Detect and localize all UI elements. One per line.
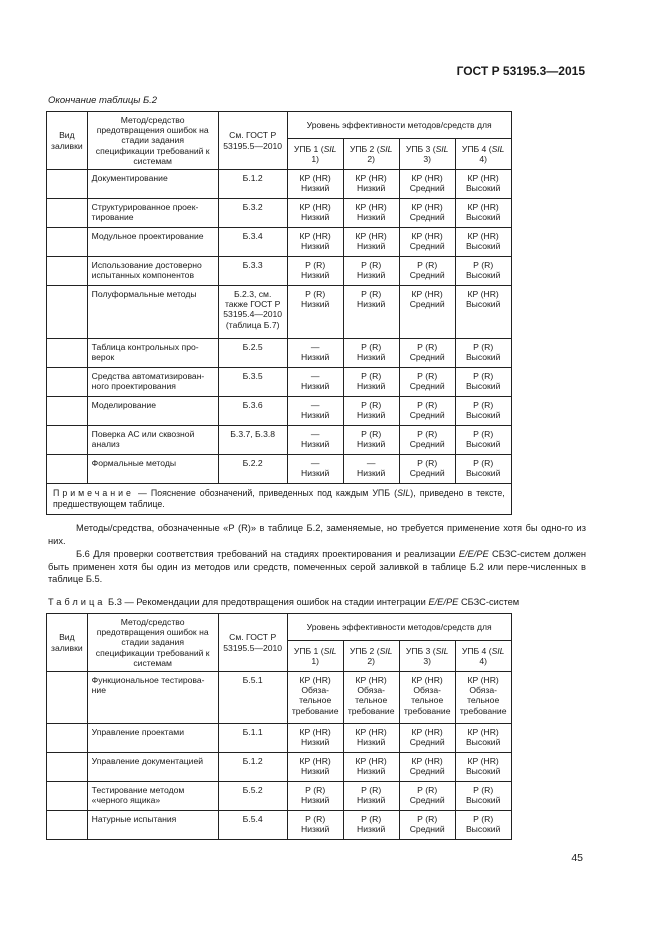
ref-cell: Б.3.4	[218, 228, 287, 257]
level-cell	[343, 397, 399, 426]
effectiveness: Низкий	[301, 766, 330, 777]
level-cell	[455, 286, 511, 339]
level-cell	[399, 257, 455, 286]
level-cell	[455, 257, 511, 286]
level-cell	[455, 228, 511, 257]
recommendation: КР (HR)	[411, 231, 443, 242]
level-cell	[343, 286, 399, 339]
effectiveness: Низкий	[301, 824, 330, 835]
col-header-view: Вид заливки	[47, 614, 88, 672]
level-cell	[287, 455, 343, 484]
table-row	[47, 672, 512, 724]
recommendation: Р (R)	[417, 260, 438, 271]
level-cell	[399, 782, 455, 811]
level-cell	[287, 753, 343, 782]
level-cell	[399, 228, 455, 257]
ref-cell: Б.3.7, Б.3.8	[218, 426, 287, 455]
effectiveness: Низкий	[357, 270, 386, 281]
recommendation: —	[310, 371, 320, 382]
effectiveness: Обяза-тельное требование	[347, 685, 395, 716]
effectiveness: Низкий	[301, 795, 330, 806]
recommendation: КР (HR)	[467, 173, 499, 184]
recommendation: Р (R)	[473, 342, 494, 353]
level-cell	[343, 753, 399, 782]
effectiveness: Обяза-тельное требование	[291, 685, 339, 716]
recommendation: КР (HR)	[411, 289, 443, 300]
fill-cell	[47, 426, 88, 455]
ref-cell: Б.5.2	[218, 782, 287, 811]
level-cell	[399, 724, 455, 753]
level-cell	[399, 199, 455, 228]
col-header-ref: См. ГОСТ Р 53195.5—2010	[218, 614, 287, 672]
level-cell	[287, 811, 343, 840]
col-header-upb2: УПБ 2 (SIL 2)	[343, 641, 399, 672]
effectiveness: Средний	[409, 270, 445, 281]
level-cell	[455, 397, 511, 426]
fill-cell	[47, 199, 88, 228]
fill-cell	[47, 228, 88, 257]
table-row	[47, 724, 512, 753]
effectiveness: Средний	[409, 183, 445, 194]
fill-cell	[47, 455, 88, 484]
fill-cell	[47, 672, 88, 724]
table-row	[47, 782, 512, 811]
method-cell: Документирование	[87, 170, 218, 199]
recommendation: Р (R)	[305, 785, 326, 796]
table-row	[47, 339, 512, 368]
recommendation: КР (HR)	[299, 727, 331, 738]
level-cell	[399, 397, 455, 426]
ref-cell: Б.5.4	[218, 811, 287, 840]
recommendation: КР (HR)	[299, 756, 331, 767]
level-cell	[343, 257, 399, 286]
effectiveness: Низкий	[301, 270, 330, 281]
effectiveness: Высокий	[465, 241, 501, 252]
level-cell	[287, 782, 343, 811]
fill-cell	[47, 257, 88, 286]
method-cell: Функциональное тестирова-ние	[87, 672, 218, 724]
recommendation: Р (R)	[473, 429, 494, 440]
recommendation: Р (R)	[417, 400, 438, 411]
fill-cell	[47, 753, 88, 782]
level-cell	[343, 228, 399, 257]
level-cell	[455, 170, 511, 199]
effectiveness: Высокий	[465, 299, 501, 310]
table-row	[47, 368, 512, 397]
effectiveness: Низкий	[357, 212, 386, 223]
effectiveness: Высокий	[465, 737, 501, 748]
ref-cell: Б.1.2	[218, 170, 287, 199]
level-cell	[343, 170, 399, 199]
level-cell	[455, 199, 511, 228]
col-header-level: Уровень эффективности методов/средств для	[287, 614, 511, 641]
table-row	[47, 286, 512, 339]
recommendation: Р (R)	[473, 371, 494, 382]
level-cell	[287, 286, 343, 339]
col-header-upb4: УПБ 4 (SIL 4)	[455, 139, 511, 170]
ref-cell: Б.2.3, см. также ГОСТ Р 53195.4—2010 (таблица Б.7)	[218, 286, 287, 339]
method-cell: Управление документацией	[87, 753, 218, 782]
recommendation: Р (R)	[473, 260, 494, 271]
effectiveness: Низкий	[301, 381, 330, 392]
ref-cell: Б.3.2	[218, 199, 287, 228]
recommendation: КР (HR)	[355, 756, 387, 767]
effectiveness: Высокий	[465, 795, 501, 806]
effectiveness: Низкий	[357, 824, 386, 835]
col-header-upb3: УПБ 3 (SIL 3)	[399, 139, 455, 170]
recommendation: Р (R)	[305, 289, 326, 300]
recommendation: КР (HR)	[355, 231, 387, 242]
recommendation: Р (R)	[473, 400, 494, 411]
level-cell	[455, 753, 511, 782]
level-cell	[343, 811, 399, 840]
fill-cell	[47, 339, 88, 368]
page-number: 45	[571, 852, 583, 864]
recommendation: Р (R)	[473, 785, 494, 796]
recommendation: Р (R)	[417, 458, 438, 469]
table-row	[47, 199, 512, 228]
effectiveness: Низкий	[301, 241, 330, 252]
level-cell	[287, 672, 343, 724]
effectiveness: Высокий	[465, 766, 501, 777]
ref-cell: Б.3.3	[218, 257, 287, 286]
fill-cell	[47, 811, 88, 840]
effectiveness: Низкий	[357, 352, 386, 363]
col-header-upb2: УПБ 2 (SIL 2)	[343, 139, 399, 170]
recommendation: КР (HR)	[467, 756, 499, 767]
method-cell: Использование достоверно испытанных компонентов	[87, 257, 218, 286]
level-cell	[287, 426, 343, 455]
recommendation: КР (HR)	[355, 727, 387, 738]
recommendation: Р (R)	[417, 814, 438, 825]
recommendation: Р (R)	[305, 814, 326, 825]
level-cell	[399, 426, 455, 455]
effectiveness: Низкий	[301, 352, 330, 363]
effectiveness: Низкий	[357, 795, 386, 806]
recommendation: КР (HR)	[467, 675, 499, 686]
document-header: ГОСТ Р 53195.3—2015	[456, 64, 585, 78]
effectiveness: Низкий	[357, 241, 386, 252]
recommendation: КР (HR)	[411, 202, 443, 213]
level-cell	[399, 672, 455, 724]
level-cell	[287, 724, 343, 753]
recommendation: Р (R)	[361, 289, 382, 300]
effectiveness: Низкий	[357, 468, 386, 479]
recommendation: —	[310, 429, 320, 440]
recommendation: Р (R)	[417, 342, 438, 353]
table-row	[47, 228, 512, 257]
level-cell	[455, 782, 511, 811]
table2-caption: Таблица Б.3 — Рекомендации для предотвращения ошибок на стадии интеграции E/E/PE СБЗС-систем	[48, 597, 520, 607]
recommendation: —	[310, 342, 320, 353]
method-cell: Моделирование	[87, 397, 218, 426]
table-row	[47, 170, 512, 199]
table1-caption: Окончание таблицы Б.2	[48, 95, 158, 106]
effectiveness: Средний	[409, 299, 445, 310]
col-header-upb3: УПБ 3 (SIL 3)	[399, 641, 455, 672]
level-cell	[343, 368, 399, 397]
level-cell	[455, 368, 511, 397]
recommendation: Р (R)	[305, 260, 326, 271]
level-cell	[343, 339, 399, 368]
fill-cell	[47, 724, 88, 753]
effectiveness: Средний	[409, 241, 445, 252]
method-cell: Поверка АС или сквозной анализ	[87, 426, 218, 455]
method-cell: Модульное проектирование	[87, 228, 218, 257]
recommendation: —	[366, 458, 376, 469]
effectiveness: Низкий	[357, 737, 386, 748]
effectiveness: Низкий	[301, 439, 330, 450]
effectiveness: Обяза-тельное требование	[459, 685, 507, 716]
effectiveness: Обяза-тельное требование	[403, 685, 451, 716]
recommendation: КР (HR)	[411, 756, 443, 767]
effectiveness: Низкий	[301, 212, 330, 223]
effectiveness: Низкий	[357, 183, 386, 194]
table-row	[47, 753, 512, 782]
level-cell	[343, 455, 399, 484]
effectiveness: Низкий	[357, 410, 386, 421]
ref-cell: Б.1.2	[218, 753, 287, 782]
recommendation: КР (HR)	[355, 173, 387, 184]
col-header-upb1: УПБ 1 (SIL 1)	[287, 139, 343, 170]
level-cell	[455, 811, 511, 840]
effectiveness: Низкий	[357, 766, 386, 777]
recommendation: КР (HR)	[299, 675, 331, 686]
table-row	[47, 455, 512, 484]
effectiveness: Средний	[409, 439, 445, 450]
level-cell	[399, 455, 455, 484]
recommendation: Р (R)	[361, 429, 382, 440]
recommendation: КР (HR)	[467, 231, 499, 242]
ref-cell: Б.1.1	[218, 724, 287, 753]
fill-cell	[47, 397, 88, 426]
ref-cell: Б.2.2	[218, 455, 287, 484]
method-cell: Таблица контрольных про-верок	[87, 339, 218, 368]
table-row	[47, 257, 512, 286]
level-cell	[287, 339, 343, 368]
recommendation: Р (R)	[361, 785, 382, 796]
table-row	[47, 397, 512, 426]
effectiveness: Средний	[409, 468, 445, 479]
method-cell: Формальные методы	[87, 455, 218, 484]
recommendation: —	[310, 400, 320, 411]
recommendation: Р (R)	[361, 371, 382, 382]
recommendation: КР (HR)	[299, 231, 331, 242]
level-cell	[287, 170, 343, 199]
level-cell	[455, 724, 511, 753]
table-row	[47, 811, 512, 840]
level-cell	[455, 672, 511, 724]
level-cell	[399, 170, 455, 199]
effectiveness: Низкий	[357, 381, 386, 392]
recommendation: КР (HR)	[467, 289, 499, 300]
effectiveness: Средний	[409, 824, 445, 835]
recommendation: Р (R)	[417, 371, 438, 382]
level-cell	[399, 811, 455, 840]
recommendation: КР (HR)	[299, 202, 331, 213]
recommendation: Р (R)	[361, 400, 382, 411]
table-note: Примечание — Пояснение обозначений, приведенных под каждым УПБ (SIL), приведено в тексте, предшествующем таблице.	[47, 484, 512, 515]
effectiveness: Высокий	[465, 439, 501, 450]
level-cell	[455, 426, 511, 455]
recommendation: Р (R)	[473, 458, 494, 469]
col-header-level: Уровень эффективности методов/средств для	[287, 112, 511, 139]
col-header-upb1: УПБ 1 (SIL 1)	[287, 641, 343, 672]
level-cell	[287, 228, 343, 257]
level-cell	[287, 397, 343, 426]
fill-cell	[47, 782, 88, 811]
method-cell: Структурированное проек-тирование	[87, 199, 218, 228]
fill-cell	[47, 170, 88, 199]
effectiveness: Высокий	[465, 824, 501, 835]
recommendation: Р (R)	[361, 342, 382, 353]
col-header-view: Вид заливки	[47, 112, 88, 170]
fill-cell	[47, 368, 88, 397]
level-cell	[343, 724, 399, 753]
effectiveness: Низкий	[357, 299, 386, 310]
ref-cell: Б.3.5	[218, 368, 287, 397]
level-cell	[343, 782, 399, 811]
recommendation: КР (HR)	[355, 675, 387, 686]
recommendation: Р (R)	[361, 260, 382, 271]
recommendation: Р (R)	[417, 785, 438, 796]
col-header-method: Метод/средство предотвращения ошибок на стадии задания спецификации требований к системам	[87, 614, 218, 672]
level-cell	[343, 426, 399, 455]
effectiveness: Средний	[409, 352, 445, 363]
effectiveness: Высокий	[465, 352, 501, 363]
level-cell	[399, 286, 455, 339]
ref-cell: Б.5.1	[218, 672, 287, 724]
recommendation: КР (HR)	[467, 727, 499, 738]
effectiveness: Средний	[409, 410, 445, 421]
level-cell	[343, 199, 399, 228]
recommendation: КР (HR)	[467, 202, 499, 213]
level-cell	[287, 368, 343, 397]
level-cell	[455, 339, 511, 368]
level-cell	[399, 339, 455, 368]
effectiveness: Высокий	[465, 212, 501, 223]
method-cell: Натурные испытания	[87, 811, 218, 840]
table-b2	[46, 111, 512, 515]
effectiveness: Средний	[409, 737, 445, 748]
method-cell: Управление проектами	[87, 724, 218, 753]
fill-cell	[47, 286, 88, 339]
method-cell: Средства автоматизирован-ного проектирования	[87, 368, 218, 397]
col-header-upb4: УПБ 4 (SIL 4)	[455, 641, 511, 672]
effectiveness: Низкий	[301, 299, 330, 310]
ref-cell: Б.2.5	[218, 339, 287, 368]
effectiveness: Низкий	[301, 737, 330, 748]
effectiveness: Высокий	[465, 468, 501, 479]
recommendation: КР (HR)	[355, 202, 387, 213]
recommendation: КР (HR)	[411, 727, 443, 738]
level-cell	[455, 455, 511, 484]
method-cell: Полуформальные методы	[87, 286, 218, 339]
effectiveness: Средний	[409, 212, 445, 223]
effectiveness: Высокий	[465, 270, 501, 281]
level-cell	[287, 257, 343, 286]
effectiveness: Средний	[409, 381, 445, 392]
level-cell	[399, 368, 455, 397]
method-cell: Тестирование методом «черного ящика»	[87, 782, 218, 811]
effectiveness: Высокий	[465, 410, 501, 421]
ref-cell: Б.3.6	[218, 397, 287, 426]
recommendation: КР (HR)	[411, 173, 443, 184]
recommendation: КР (HR)	[411, 675, 443, 686]
level-cell	[399, 753, 455, 782]
effectiveness: Высокий	[465, 381, 501, 392]
recommendation: Р (R)	[473, 814, 494, 825]
recommendation: КР (HR)	[299, 173, 331, 184]
effectiveness: Низкий	[301, 183, 330, 194]
table-b3	[46, 613, 512, 840]
effectiveness: Низкий	[357, 439, 386, 450]
recommendation: Р (R)	[361, 814, 382, 825]
effectiveness: Высокий	[465, 183, 501, 194]
table-row	[47, 426, 512, 455]
level-cell	[287, 199, 343, 228]
effectiveness: Средний	[409, 766, 445, 777]
effectiveness: Низкий	[301, 468, 330, 479]
effectiveness: Средний	[409, 795, 445, 806]
paragraph-b6: Б.6 Для проверки соответствия требований на стадиях проектирования и реализации E/E/PE СБЗС-систем должен быть применен хотя бы один из методов или средств, помеченных серой заливкой в таблице Б.2 или пере-численных в таблице Б.5.	[48, 549, 586, 584]
col-header-method: Метод/средство предотвращения ошибок на стадии задания спецификации требований к системам	[87, 112, 218, 170]
recommendation: —	[310, 458, 320, 469]
col-header-ref: См. ГОСТ Р 53195.5—2010	[218, 112, 287, 170]
paragraph-methods: Методы/средства, обозначенные «Р (R)» в таблице Б.2, заменяемые, но требуется применение хотя бы одно-го из них.	[48, 523, 586, 546]
level-cell	[343, 672, 399, 724]
recommendation: Р (R)	[417, 429, 438, 440]
effectiveness: Низкий	[301, 410, 330, 421]
